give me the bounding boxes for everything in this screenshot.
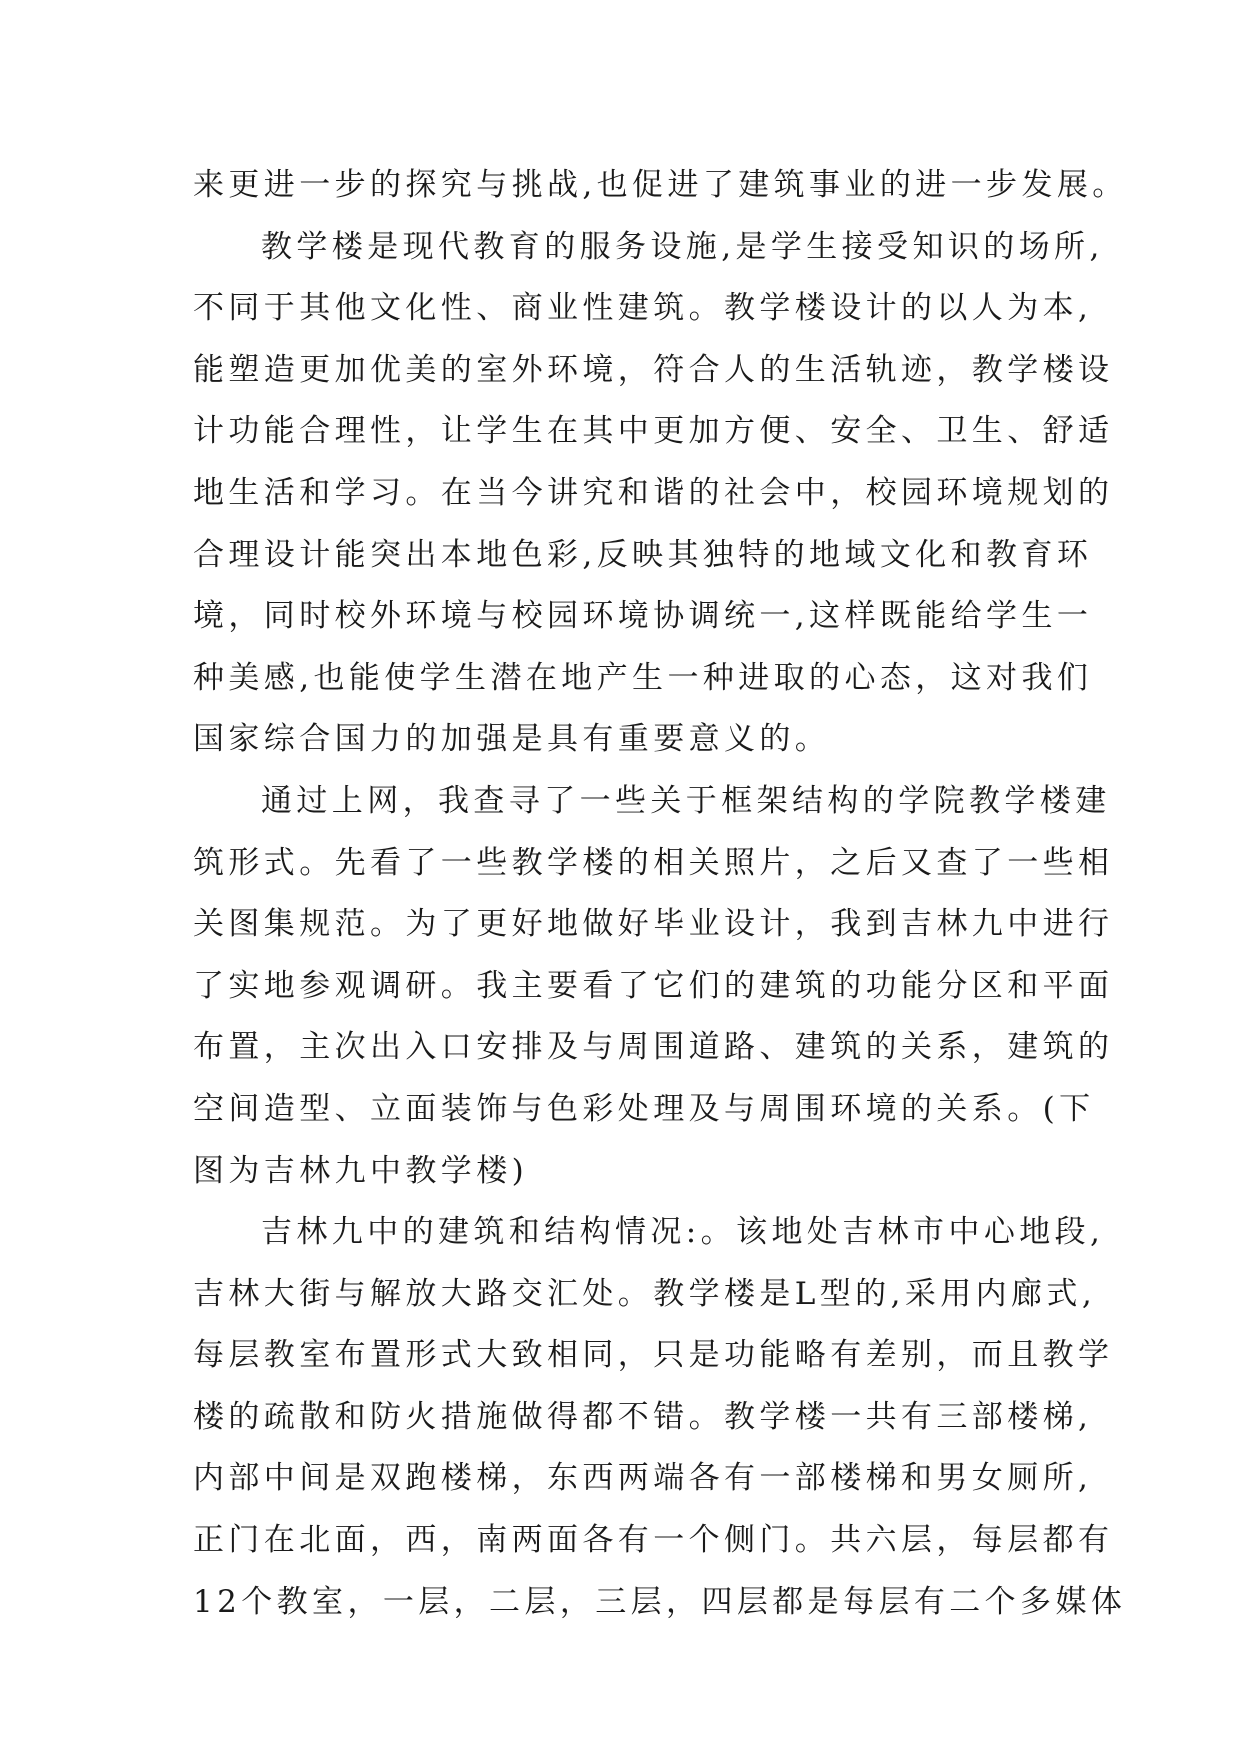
text-line: 合理设计能突出本地色彩,反映其独特的地域文化和教育环 bbox=[193, 536, 1093, 573]
body-text bbox=[193, 155, 1128, 1633]
text-line: 吉林大街与解放大路交汇处。教学楼是L型的,采用内廊式, bbox=[193, 1275, 1097, 1312]
text-line: 内部中间是双跑楼梯，东西两端各有一部楼梯和男女厕所, bbox=[193, 1460, 1093, 1497]
text-line: 境，同时校外环境与校园环境协调统一,这样既能给学生一 bbox=[193, 598, 1093, 635]
text-line: 正门在北面，西，南两面各有一个侧门。共六层，每层都有 bbox=[193, 1522, 1114, 1559]
paragraph-start-line: 教学楼是现代教育的服务设施,是学生接受知识的场所, bbox=[261, 228, 1104, 265]
text-line: 每层教室布置形式大致相同，只是功能略有差别，而且教学 bbox=[193, 1337, 1114, 1374]
text-line: 楼的疏散和防火措施做得都不错。教学楼一共有三部楼梯, bbox=[193, 1398, 1093, 1435]
text-line: 能塑造更加优美的室外环境，符合人的生活轨迹，教学楼设 bbox=[193, 351, 1114, 388]
text-line: 地生活和学习。在当今讲究和谐的社会中，校园环境规划的 bbox=[193, 474, 1114, 511]
text-line: 国家综合国力的加强是具有重要意义的。 bbox=[193, 721, 831, 758]
text-line: 了实地参观调研。我主要看了它们的建筑的功能分区和平面 bbox=[193, 967, 1114, 1004]
text-line: 布置，主次出入口安排及与周围道路、建筑的关系，建筑的 bbox=[193, 1029, 1114, 1066]
text-line: 12个教室，一层，二层，三层，四层都是每层有二个多媒体 bbox=[193, 1583, 1127, 1620]
text-line: 空间造型、立面装饰与色彩处理及与周围环境的关系。(下 bbox=[193, 1090, 1095, 1127]
text-line: 来更进一步的探究与挑战,也促进了建筑事业的进一步发展。 bbox=[193, 167, 1128, 203]
paragraph-start-line: 通过上网，我查寻了一些关于框架结构的学院教学楼建 bbox=[261, 782, 1111, 819]
text-line: 不同于其他文化性、商业性建筑。教学楼设计的以人为本, bbox=[193, 290, 1093, 327]
text-line: 筑形式。先看了一些教学楼的相关照片，之后又查了一些相 bbox=[193, 844, 1114, 881]
text-line: 关图集规范。为了更好地做好毕业设计，我到吉林九中进行 bbox=[193, 906, 1114, 943]
text-line: 种美感,也能使学生潜在地产生一种进取的心态，这对我们 bbox=[193, 659, 1093, 696]
text-line: 图为吉林九中教学楼) bbox=[193, 1152, 529, 1189]
paragraph-start-line: 吉林九中的建筑和结构情况:。该地处吉林市中心地段, bbox=[261, 1214, 1105, 1251]
text-line: 计功能合理性，让学生在其中更加方便、安全、卫生、舒适 bbox=[193, 413, 1114, 450]
